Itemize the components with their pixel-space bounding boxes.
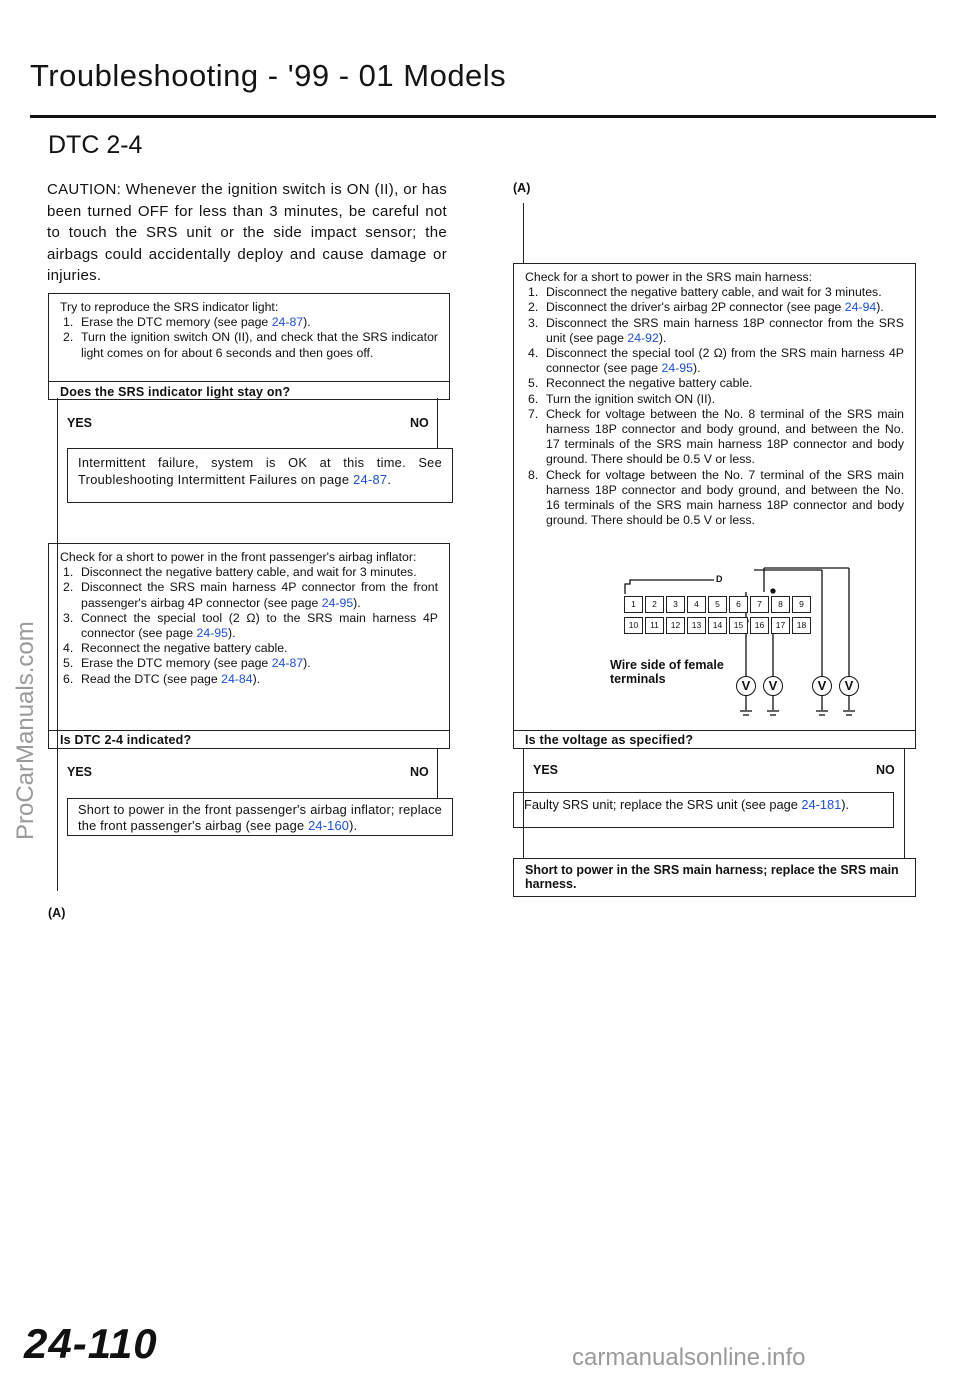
page-link[interactable]: 24-95 (196, 626, 228, 641)
box3-step8: 8. Check for voltage between the No. 7 terminal of the SRS main harness 18P connector and body ground, and between the No. 16 terminals of the SRS main harness 18P connector and body ground. There should be 0.5 V or less. (528, 467, 904, 528)
watermark-bottom: carmanualsonline.info (572, 1344, 806, 1371)
box3-step6: 6. Turn the ignition switch ON (II). (528, 391, 716, 406)
voltmeter-icon: V (812, 676, 832, 696)
no-label: NO (876, 763, 895, 777)
page-link[interactable]: 24-87 (271, 315, 304, 330)
voltmeter-icon: V (736, 676, 756, 696)
box3-step4: 4. Disconnect the special tool (2 Ω) from the SRS main harness 4P connector (see page 24-95). (528, 346, 904, 376)
voltmeter-icon: V (763, 676, 783, 696)
replace-main-harness-box: Short to power in the SRS main harness; replace the SRS main harness. (513, 858, 916, 897)
box3-step5: 5. Reconnect the negative battery cable. (528, 376, 753, 391)
page-link[interactable]: 24-181 (801, 797, 842, 812)
page-link[interactable]: 24-95 (321, 595, 354, 610)
pin-10: 10 (624, 617, 643, 634)
question-divider (513, 730, 916, 731)
page-link[interactable]: 24-92 (627, 330, 659, 345)
box1-step2: 2. Turn the ignition switch ON (II), and check that the SRS indicator light comes on for about 6 seconds and then goes off. (63, 330, 438, 360)
box2-step2: 2. Disconnect the SRS main harness 4P connector from the front passenger's airbag 4P connector (see page 24-95). (63, 580, 438, 610)
flow-line-no2 (437, 748, 438, 798)
question-divider (48, 381, 450, 382)
flow-line-no1 (437, 398, 438, 448)
dtc-heading: DTC 2-4 (48, 131, 143, 159)
page-link[interactable]: 24-160 (308, 817, 350, 833)
page-link[interactable]: 24-87 (353, 471, 388, 487)
box2-intro: Check for a short to power in the front passenger's airbag inflator: (60, 550, 417, 564)
voltmeter-icon: V (839, 676, 859, 696)
yes-label: YES (67, 765, 93, 779)
passenger-airbag-result-box: Short to power in the front passenger's airbag inflator; replace the front passenger's airbag (see page 24-160). (67, 798, 453, 836)
box2-step6: 6. Read the DTC (see page 24-84). (63, 671, 261, 686)
yes-label: YES (67, 416, 93, 430)
box1-intro: Try to reproduce the SRS indicator light: (60, 300, 279, 314)
pin-18: 18 (792, 617, 811, 634)
pin-12: 12 (666, 617, 685, 634)
page-title: Troubleshooting - '99 - 01 Models (30, 58, 507, 93)
pin-14: 14 (708, 617, 727, 634)
faulty-srs-unit-box: Faulty SRS unit; replace the SRS unit (see page 24-181). (513, 792, 894, 828)
pin-4: 4 (687, 596, 706, 613)
question-srs-light: Does the SRS indicator light stay on? (60, 385, 291, 399)
box2-step4: 4. Reconnect the negative battery cable. (63, 641, 288, 656)
pin-1: 1 (624, 596, 643, 613)
page-number: 24-110 (24, 1320, 158, 1367)
front-passenger-check-box (48, 543, 450, 749)
pin-13: 13 (687, 617, 706, 634)
yes-label: YES (533, 763, 559, 777)
caution-text: CAUTION: Whenever the ignition switch is ON (II), or has been turned OFF for less than 3 minutes, be careful not to touch the SRS unit or the side impact sensor; the airbags could accidentally deploy and cause damage or injuries. (47, 181, 447, 284)
pin-2: 2 (645, 596, 664, 613)
box2-step5: 5. Erase the DTC memory (see page 24-87). (63, 656, 311, 671)
box2-step1: 1. Disconnect the negative battery cable, and wait for 3 minutes. (63, 565, 417, 580)
box3-step3: 3. Disconnect the SRS main harness 18P connector from the SRS unit (see page 24-92). (528, 315, 904, 345)
question-divider (48, 730, 450, 731)
no-label: NO (410, 416, 429, 430)
box3-step1: 1. Disconnect the negative battery cable, and wait for 3 minutes. (528, 285, 882, 300)
diagram-wiring (622, 566, 912, 726)
page-link[interactable]: 24-94 (844, 300, 877, 315)
page-link[interactable]: 24-84 (221, 671, 253, 686)
flow-line-a (523, 203, 524, 263)
box3-step7: 7. Check for voltage between the No. 8 terminal of the SRS main harness 18P connector and body ground, and between the No. 17 terminals of the SRS main harness 18P connector and body ground. There should be 0.5 V or less. (528, 406, 904, 467)
flow-line-no3 (904, 748, 905, 858)
question-voltage: Is the voltage as specified? (525, 733, 694, 747)
pin-7: 7 (750, 596, 769, 613)
title-rule (30, 115, 936, 118)
connector-a-top: (A) (513, 181, 531, 195)
pin-6: 6 (729, 596, 748, 613)
diagram-label-d: D (716, 574, 723, 584)
box3-intro: Check for a short to power in the SRS main harness: (525, 270, 813, 284)
no-label: NO (410, 765, 429, 779)
connector-diagram (610, 566, 912, 726)
pin-9: 9 (792, 596, 811, 613)
pin-5: 5 (708, 596, 727, 613)
pin-15: 15 (729, 617, 748, 634)
reproduce-step-box (48, 293, 450, 400)
page-link[interactable]: 24-95 (661, 361, 693, 376)
page-link[interactable]: 24-87 (271, 656, 304, 671)
connector-a-bottom: (A) (48, 906, 66, 920)
pin-17: 17 (771, 617, 790, 634)
question-dtc-indicated: Is DTC 2-4 indicated? (60, 733, 192, 747)
pin-16: 16 (750, 617, 769, 634)
watermark-left: ProCarManuals.com (12, 621, 39, 840)
pin-11: 11 (645, 617, 664, 634)
box3-step2: 2. Disconnect the driver's airbag 2P connector (see page 24-94). (528, 300, 884, 315)
intermittent-result-box: Intermittent failure, system is OK at this time. See Troubleshooting Intermittent Failures on page 24-87. (67, 448, 453, 503)
box2-step3: 3. Connect the special tool (2 Ω) to the SRS main harness 4P connector (see page 24-95). (63, 610, 438, 641)
diagram-caption: Wire side of female terminals (610, 658, 724, 686)
pin-8: 8 (771, 596, 790, 613)
pin-3: 3 (666, 596, 685, 613)
box1-step1: 1. Erase the DTC memory (see page 24-87). (63, 315, 311, 330)
